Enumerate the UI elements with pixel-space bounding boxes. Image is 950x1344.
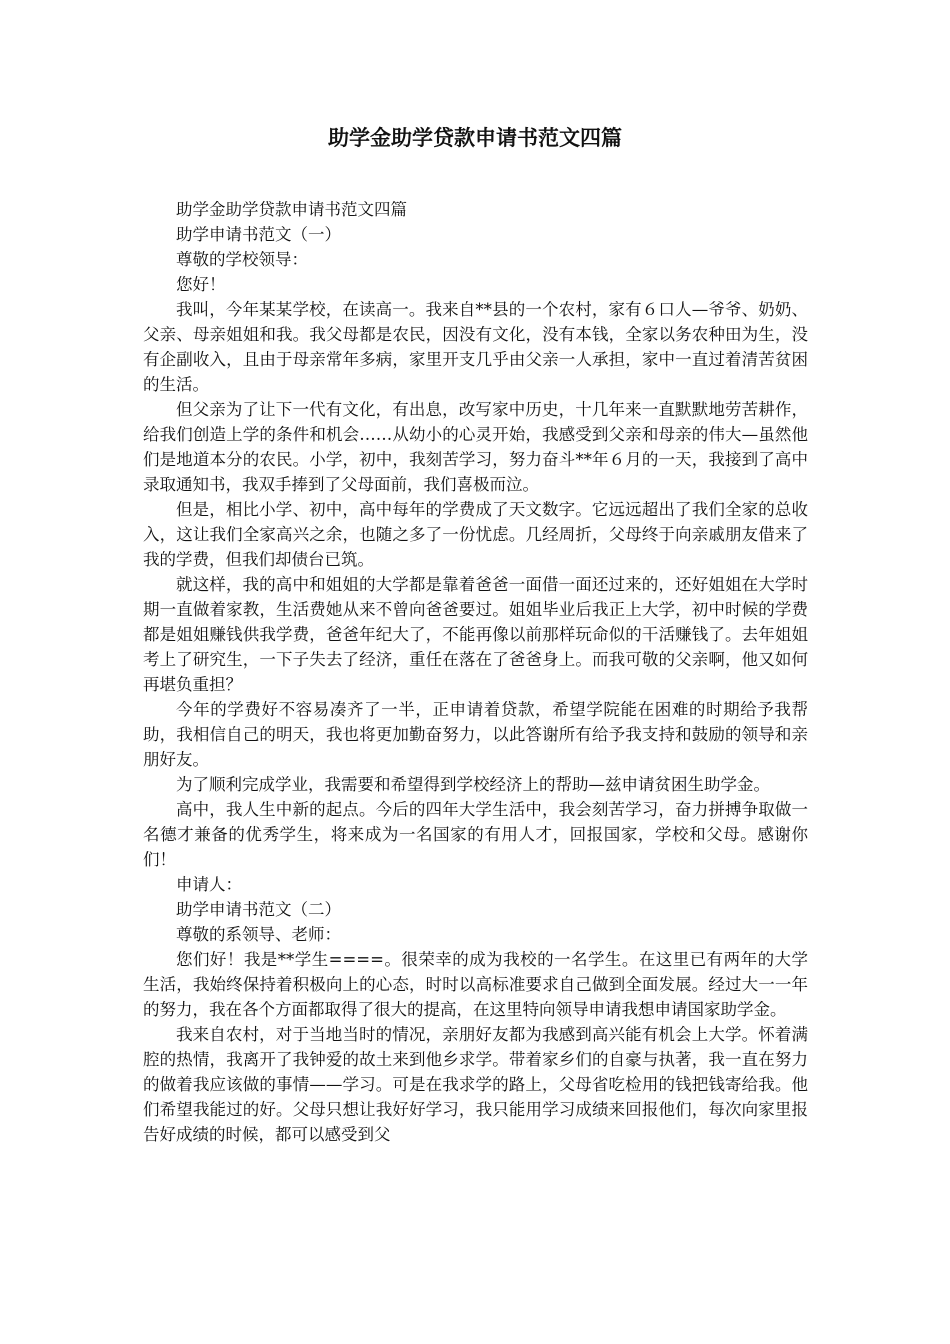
paragraph: 尊敬的学校领导： <box>176 250 308 269</box>
paragraph: 为了顺利完成学业，我需要和希望得到学校经济上的帮助—兹申请贫困生助学金。 <box>176 775 770 794</box>
paragraph: 助学金助学贷款申请书范文四篇 <box>176 200 407 219</box>
paragraph: 您好！ <box>176 275 226 294</box>
paragraph: 您们好！我是**学生====。很荣幸的成为我校的一名学生。在这里已有两年的大学生活，我始终保持着积极向上的心态，时时以高标准要求自己做到全面发展。经过大一一年的努力，我在各个方面都取得了很大的提高，在这里特向领导申请我想申请国家助学金。 <box>143 950 808 1019</box>
paragraph: 但是，相比小学、初中，高中每年的学费成了天文数字。它远远超出了我们全家的总收入，这让我们全家高兴之余，也随之多了一份忧虑。几经周折，父母终于向亲戚朋友借来了我的学费，但我们却债台已筑。 <box>143 500 808 569</box>
paragraph: 今年的学费好不容易凑齐了一半，正申请着贷款，希望学院能在困难的时期给予我帮助，我相信自己的明天，我也将更加勤奋努力，以此答谢所有给予我支持和鼓励的领导和亲朋好友。 <box>143 700 808 769</box>
paragraph: 但父亲为了让下一代有文化，有出息，改写家中历史，十几年来一直默默地劳苦耕作，给我们创造上学的条件和机会……从幼小的心灵开始，我感受到父亲和母亲的伟大—虽然他们是地道本分的农民。小学，初中，我刻苦学习，努力奋斗**年６月的一天，我接到了高中录取通知书，我双手捧到了父母面前，我们喜极而泣。 <box>143 400 808 494</box>
paragraph: 就这样，我的高中和姐姐的大学都是靠着爸爸一面借一面还过来的，还好姐姐在大学时期一直做着家教，生活费她从来不曾向爸爸要过。姐姐毕业后我正上大学，初中时候的学费都是姐姐赚钱供我学费，爸爸年纪大了，不能再像以前那样玩命似的干活赚钱了。去年姐姐考上了研究生，一下子失去了经济，重任在落在了爸爸身上。而我可敬的父亲啊，他又如何再堪负重担？ <box>143 575 808 694</box>
paragraph: 我来自农村，对于当地当时的情况，亲朋好友都为我感到高兴能有机会上大学。怀着满腔的热情，我离开了我钟爱的故土来到他乡求学。带着家乡们的自豪与执著，我一直在努力的做着我应该做的事情——学习。可是在我求学的路上，父母省吃检用的钱把钱寄给我。他们希望我能过的好。父母只想让我好好学习，我只能用学习成绩来回报他们，每次向家里报告好成绩的时候，都可以感受到父 <box>143 1025 808 1144</box>
paragraph: 我叫，今年某某学校，在读高一。我来自**县的一个农村，家有６口人—爷爷、奶奶、父亲、母亲姐姐和我。我父母都是农民，因没有文化，没有本钱，全家以务农种田为生，没有企副收入，且由于母亲常年多病，家里开支几乎由父亲一人承担，家中一直过着清苦贫困的生活。 <box>143 300 808 394</box>
document-body <box>143 197 808 1147</box>
paragraph: 尊敬的系领导、老师： <box>176 925 341 944</box>
paragraph: 助学申请书范文（一） <box>176 225 341 244</box>
paragraph: 助学申请书范文（二） <box>176 900 341 919</box>
document-title: 助学金助学贷款申请书范文四篇 <box>328 125 622 150</box>
paragraph: 高中，我人生中新的起点。今后的四年大学生活中，我会刻苦学习，奋力拼搏争取做一名德才兼备的优秀学生，将来成为一名国家的有用人才，回报国家，学校和父母。感谢你们！ <box>143 800 808 869</box>
paragraph: 申请人： <box>176 875 242 894</box>
